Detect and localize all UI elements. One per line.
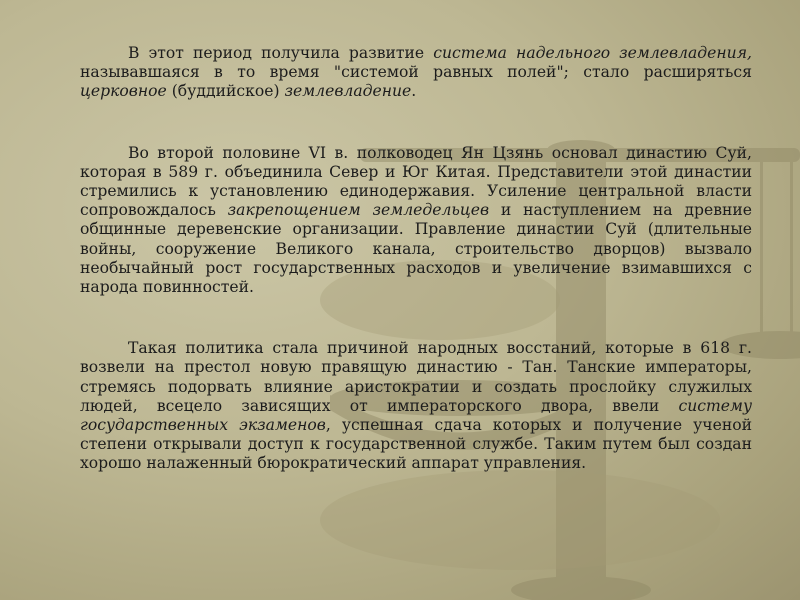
text-run: Во второй половине VI в. полководец Ян Цзянь основал династию Суй, которая в 589 г. объединила Север и Юг Китая. Представители этой династии стремились к установлению единодержавия. Усиление центральной власти сопровождалось	[80, 143, 752, 220]
emphasis-run: землевладение	[284, 82, 412, 101]
text-run: Такая политика стала причиной народных восстаний, которые в 618 г. возвели на престол новую правящую династию - Тан. Танские императоры, стремясь подорвать влияние аристократии и создать прослойку служилых людей, всецело зависящих от императорского двора, ввели	[80, 339, 752, 415]
emphasis-run: церковное	[80, 82, 167, 101]
text-run: (буддийское)	[166, 82, 285, 101]
text-run: и наступлением на древние общинные деревенские организации. Правление династии Суй (длительные войны, сооружение Великого канала, строительство дворцов) вызвало необычайный рост государственных расходов и увеличение взимавшихся с народа повинностей.	[80, 201, 752, 297]
paragraph-1	[80, 44, 752, 102]
paragraph-3	[80, 339, 752, 473]
text-run: называвшаяся в то время "системой равных полей"; стало расширяться	[80, 63, 752, 82]
emphasis-run: закрепощением земледельцев	[227, 201, 490, 220]
text-run: В этот период получила развитие	[128, 44, 434, 62]
emphasis-run: система надельного землевладения,	[433, 44, 752, 62]
text-run: , успешная сдача которых и получение ученой степени открывали доступ к государственной службе. Таким путем был создан хорошо налаженный бюрократический аппарат управления.	[80, 416, 752, 473]
slide-body	[80, 44, 752, 474]
text-run: .	[411, 82, 417, 101]
emphasis-run: систему государственных экзаменов	[80, 396, 752, 435]
paragraph-2	[80, 144, 752, 298]
